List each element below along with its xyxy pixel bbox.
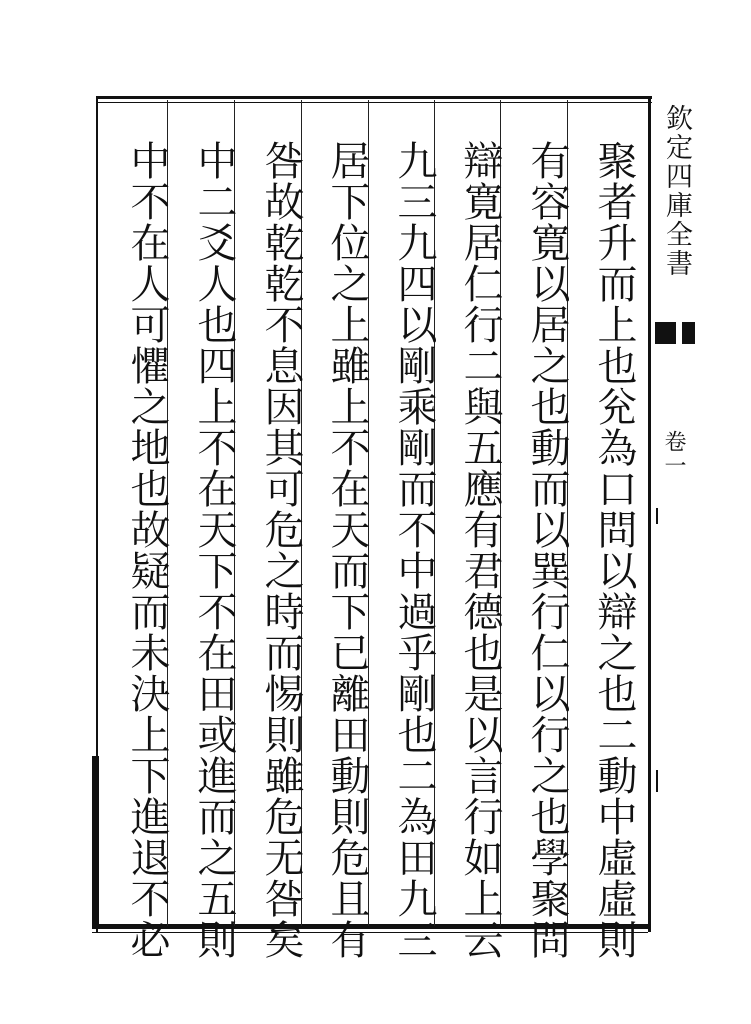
- margin-tick: [656, 508, 658, 524]
- volume-label: 卷一: [661, 430, 686, 478]
- text-column: 九三九四以剛乘剛而不中過乎剛也二為田九三: [391, 140, 437, 960]
- text-column: 咎故乾乾不息因其可危之時而惕則雖危无咎矣: [258, 140, 304, 960]
- margin-tick: [656, 770, 658, 792]
- top-border: [96, 96, 652, 99]
- left-edge-mark: [92, 756, 99, 926]
- text-column: 中二爻人也四上不在天下不在田或進而之五則: [191, 140, 237, 960]
- fishtail-mark: [655, 322, 695, 344]
- top-border-inner: [96, 102, 652, 103]
- text-column: 聚者升而上也兊為口問以辯之也二動中虛虛則: [591, 140, 637, 960]
- text-column: 居下位之上雖上不在天而下已離田動則危且有: [324, 140, 370, 960]
- text-column: 有容寛以居之也動而以巽行仁以行之也學聚問: [524, 140, 570, 960]
- text-column: 辯寛居仁行二與五應有君德也是以言行如上云: [457, 140, 503, 960]
- fishtail-notch: [676, 322, 682, 344]
- text-column: 中不在人可懼之地也故疑而未決上下進退不必: [124, 140, 170, 960]
- right-border: [648, 96, 651, 932]
- collection-title: 欽定四庫全書: [661, 104, 692, 278]
